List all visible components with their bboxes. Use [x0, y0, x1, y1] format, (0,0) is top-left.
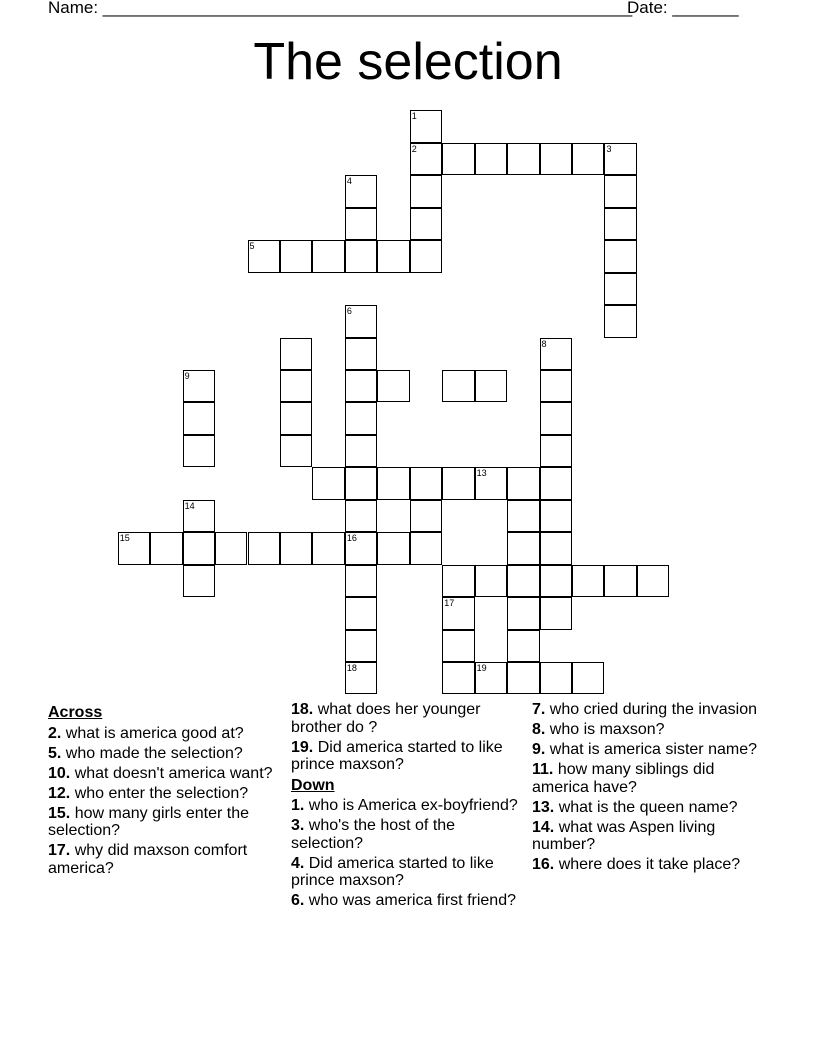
grid-cell[interactable]: [410, 240, 442, 272]
grid-cell[interactable]: [540, 370, 572, 402]
grid-cell[interactable]: [410, 500, 442, 532]
clue-item-text: who's the host of the selection?: [291, 817, 456, 852]
grid-cell[interactable]: [183, 500, 215, 532]
clue-item-text: who is maxson?: [549, 721, 665, 738]
grid-cell[interactable]: [604, 273, 636, 305]
clue-item-number: 13.: [532, 798, 555, 816]
clue-item: [532, 741, 764, 759]
clue-item-text: how many siblings did america have?: [532, 761, 715, 796]
grid-cell[interactable]: [507, 662, 539, 694]
clue-column-2: [291, 701, 523, 912]
grid-cell[interactable]: [572, 662, 604, 694]
grid-cell[interactable]: [377, 532, 409, 564]
grid-cell[interactable]: [475, 565, 507, 597]
grid-cell[interactable]: [215, 532, 247, 564]
clue-number: 15: [119, 533, 130, 544]
clue-item-number: 18.: [291, 701, 314, 718]
grid-cell[interactable]: [345, 435, 377, 467]
clue-item-text: where does it take place?: [558, 856, 741, 873]
clue-item: [48, 842, 280, 877]
clue-number: 3: [606, 143, 612, 154]
grid-cell[interactable]: [410, 175, 442, 207]
grid-cell[interactable]: [377, 240, 409, 272]
grid-cell[interactable]: [572, 565, 604, 597]
grid-cell[interactable]: [442, 662, 474, 694]
grid-cell[interactable]: [442, 143, 474, 175]
grid-cell[interactable]: [410, 208, 442, 240]
clue-item-text: what is america sister name?: [549, 741, 757, 758]
grid-cell[interactable]: [572, 143, 604, 175]
grid-cell[interactable]: [442, 630, 474, 662]
grid-cell[interactable]: [475, 467, 507, 499]
grid-cell[interactable]: [637, 565, 669, 597]
grid-cell[interactable]: [540, 565, 572, 597]
clue-column-3: [532, 701, 764, 876]
grid-cell[interactable]: [345, 338, 377, 370]
clue-item: [291, 797, 523, 815]
clue-item-number: 6.: [291, 892, 305, 909]
grid-cell[interactable]: [507, 630, 539, 662]
grid-cell[interactable]: [507, 500, 539, 532]
clue-item: [291, 701, 523, 736]
clue-number: 5: [249, 241, 255, 252]
grid-cell[interactable]: [280, 240, 312, 272]
grid-cell[interactable]: [248, 532, 280, 564]
clue-item-number: 19.: [291, 738, 314, 756]
clue-item-number: 11.: [532, 761, 554, 778]
clue-number: 18: [346, 663, 357, 674]
grid-cell[interactable]: [475, 143, 507, 175]
grid-cell[interactable]: [604, 175, 636, 207]
clue-item-text: who was america first friend?: [308, 892, 516, 909]
clue-item: [291, 739, 523, 774]
grid-cell[interactable]: [183, 402, 215, 434]
grid-cell[interactable]: [604, 208, 636, 240]
clue-item: [48, 785, 280, 803]
clue-item-text: who enter the selection?: [74, 784, 249, 802]
clue-number: 19: [476, 663, 487, 674]
clue-item-number: 4.: [291, 854, 305, 872]
clue-item-number: 10.: [48, 764, 71, 782]
clue-item: [532, 721, 764, 739]
grid-cell[interactable]: [540, 467, 572, 499]
grid-cell[interactable]: [280, 370, 312, 402]
grid-cell[interactable]: [345, 175, 377, 207]
clue-item-text: what was Aspen living number?: [532, 818, 716, 853]
grid-cell[interactable]: [475, 370, 507, 402]
grid-cell[interactable]: [345, 402, 377, 434]
clue-item-text: what does her younger brother do ?: [291, 701, 481, 736]
grid-cell[interactable]: [604, 305, 636, 337]
clue-item: [291, 855, 523, 890]
grid-cell[interactable]: [345, 565, 377, 597]
grid-cell[interactable]: [540, 597, 572, 629]
clue-item: [291, 892, 523, 910]
down-heading: Down: [291, 776, 335, 794]
grid-cell[interactable]: [345, 305, 377, 337]
grid-cell[interactable]: [442, 467, 474, 499]
clue-item-text: Did america started to like prince maxson?: [291, 854, 494, 889]
clue-item-number: 8.: [532, 721, 546, 738]
grid-cell[interactable]: [410, 467, 442, 499]
clue-item-number: 14.: [532, 818, 555, 836]
grid-cell[interactable]: [507, 532, 539, 564]
grid-cell[interactable]: [312, 532, 344, 564]
grid-cell[interactable]: [507, 597, 539, 629]
clue-item-number: 17.: [48, 842, 71, 859]
grid-cell[interactable]: [345, 208, 377, 240]
grid-cell[interactable]: [410, 143, 442, 175]
grid-cell[interactable]: [377, 467, 409, 499]
clue-number: 8: [541, 338, 547, 349]
clue-item-text: who cried during the invasion: [549, 701, 758, 718]
grid-cell[interactable]: [345, 240, 377, 272]
grid-cell[interactable]: [280, 402, 312, 434]
name-field: Name: ________________________________________________________: [48, 0, 633, 17]
grid-cell[interactable]: [280, 532, 312, 564]
clue-item: [532, 856, 764, 874]
clue-item-text: how many girls enter the selection?: [48, 804, 250, 839]
clue-number: 17: [444, 598, 455, 609]
clue-number: 14: [184, 500, 195, 511]
clue-item: [532, 819, 764, 854]
grid-cell[interactable]: [540, 338, 572, 370]
clue-item: [48, 745, 280, 763]
clue-number: 4: [346, 176, 352, 187]
clue-item: [532, 799, 764, 817]
clue-number: 16: [346, 533, 357, 544]
clue-item-number: 7.: [532, 701, 546, 718]
clue-item-number: 5.: [48, 744, 62, 762]
grid-cell[interactable]: [345, 500, 377, 532]
clue-item-number: 3.: [291, 817, 305, 834]
grid-cell[interactable]: [183, 532, 215, 564]
across-heading: Across: [48, 704, 103, 721]
clue-item-text: Did america started to like prince maxson?: [291, 738, 503, 773]
grid-cell[interactable]: [604, 240, 636, 272]
grid-cell[interactable]: [410, 532, 442, 564]
grid-cell[interactable]: [345, 597, 377, 629]
grid-cell[interactable]: [604, 565, 636, 597]
clue-number: 9: [184, 371, 190, 381]
grid-cell[interactable]: [475, 662, 507, 694]
grid-cell[interactable]: [507, 143, 539, 175]
clue-item: [532, 701, 764, 719]
grid-cell[interactable]: [507, 565, 539, 597]
clue-item-text: what is the queen name?: [558, 798, 738, 816]
clue-number: 6: [346, 306, 352, 317]
clue-item-number: 12.: [48, 784, 71, 802]
grid-cell[interactable]: [312, 467, 344, 499]
clue-item: [48, 805, 280, 840]
grid-cell[interactable]: [604, 143, 636, 175]
clue-item-text: who is America ex-boyfriend?: [308, 797, 518, 814]
clue-item-number: 15.: [48, 804, 71, 822]
grid-cell[interactable]: [540, 532, 572, 564]
grid-cell[interactable]: [280, 338, 312, 370]
grid-cell[interactable]: [410, 110, 442, 142]
grid-cell[interactable]: [183, 435, 215, 467]
grid-cell[interactable]: [442, 597, 474, 629]
grid-cell[interactable]: [540, 143, 572, 175]
clue-item-number: 9.: [532, 741, 546, 758]
grid-cell[interactable]: [280, 435, 312, 467]
clue-number: 2: [411, 143, 417, 154]
grid-cell[interactable]: [248, 240, 280, 272]
clue-item-text: what is america good at?: [65, 724, 244, 742]
grid-cell[interactable]: [442, 370, 474, 402]
grid-cell[interactable]: [312, 240, 344, 272]
clue-item: [291, 817, 523, 852]
clue-item-text: who made the selection?: [65, 744, 243, 762]
grid-cell[interactable]: [345, 662, 377, 694]
grid-cell[interactable]: [150, 532, 182, 564]
clue-item-text: why did maxson comfort america?: [48, 842, 248, 877]
grid-cell[interactable]: [540, 435, 572, 467]
grid-cell[interactable]: [183, 370, 215, 402]
grid-cell[interactable]: [118, 532, 150, 564]
grid-cell[interactable]: [345, 467, 377, 499]
grid-cell[interactable]: [540, 500, 572, 532]
clue-item-text: what doesn't america want?: [74, 764, 273, 782]
clue-item: [532, 761, 764, 796]
grid-cell[interactable]: [183, 565, 215, 597]
clue-item: [48, 765, 280, 783]
clue-column-1: [48, 701, 280, 880]
grid-cell[interactable]: [540, 402, 572, 434]
grid-cell[interactable]: [345, 532, 377, 564]
clue-number: 13: [476, 468, 487, 479]
clue-item-number: 2.: [48, 724, 62, 742]
date-field: Date: _______: [627, 0, 739, 17]
grid-cell[interactable]: [345, 630, 377, 662]
grid-cell[interactable]: [442, 565, 474, 597]
grid-cell[interactable]: [377, 370, 409, 402]
clue-number: 1: [411, 111, 417, 122]
clue-item-number: 16.: [532, 856, 555, 873]
grid-cell[interactable]: [540, 662, 572, 694]
grid-cell[interactable]: [345, 370, 377, 402]
page-title: The selection: [253, 33, 563, 91]
clue-item-number: 1.: [291, 797, 305, 814]
clue-item: [48, 725, 280, 743]
grid-cell[interactable]: [507, 467, 539, 499]
